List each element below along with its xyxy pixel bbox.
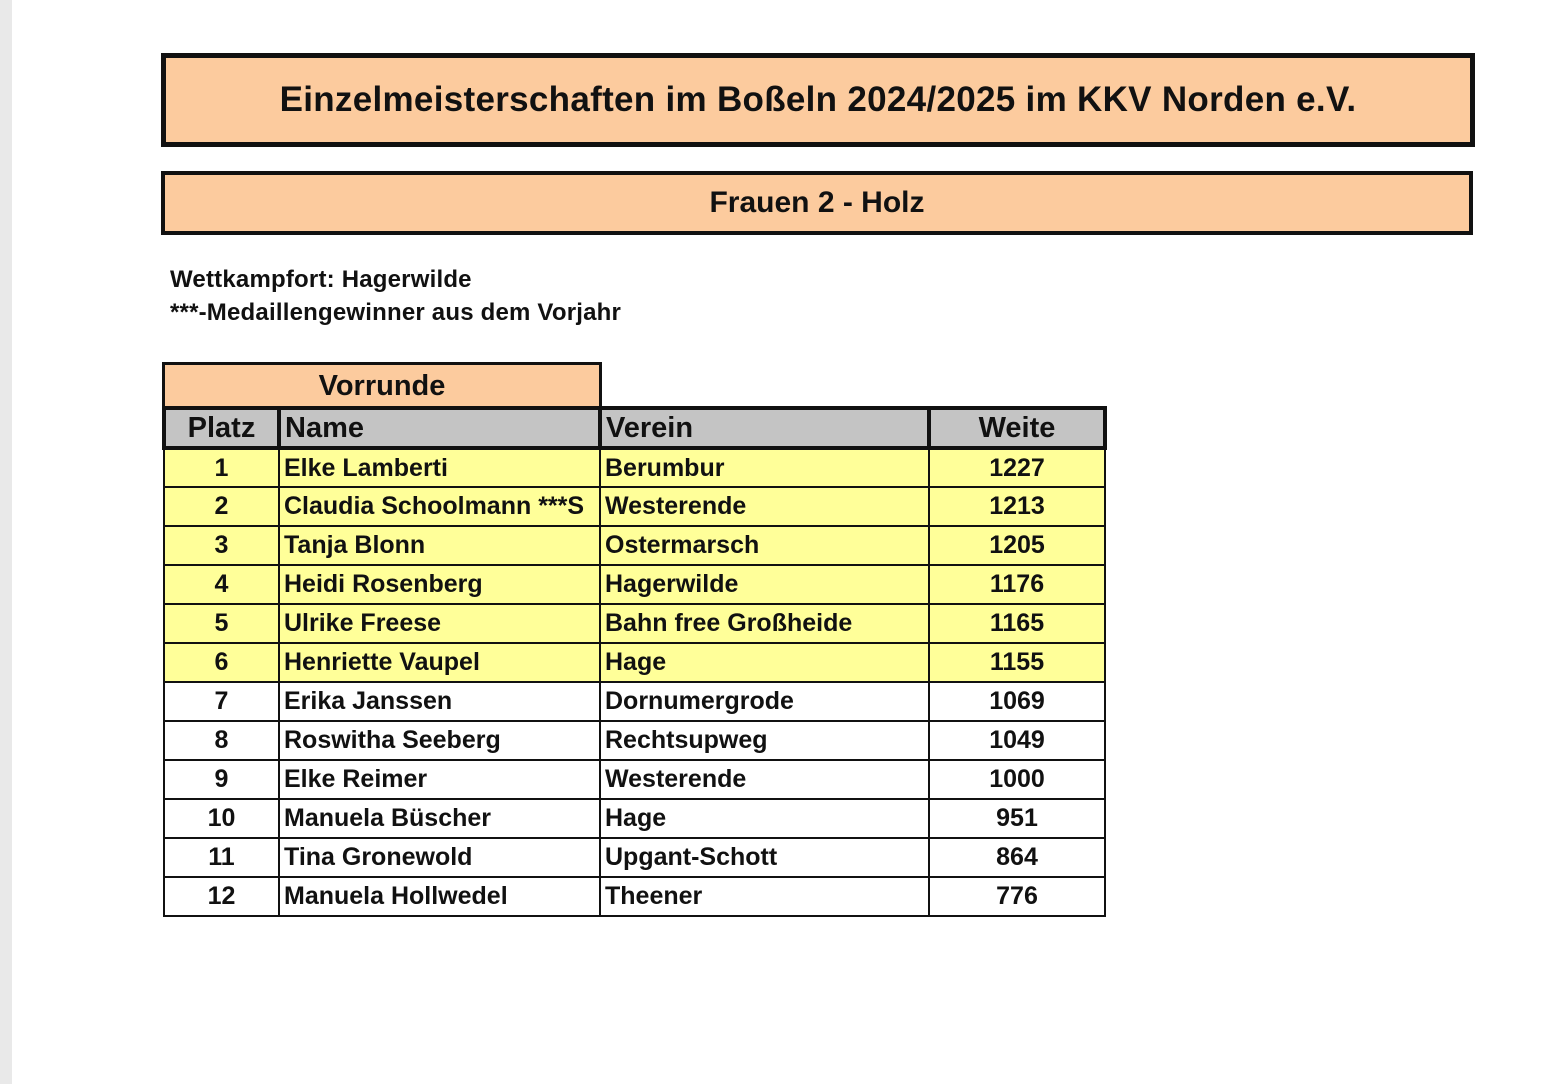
cell-platz: 2 bbox=[164, 487, 279, 526]
cell-verein: Dornumergrode bbox=[600, 682, 929, 721]
cell-verein: Hage bbox=[600, 643, 929, 682]
cell-weite: 1213 bbox=[929, 487, 1105, 526]
page-left-edge bbox=[0, 0, 12, 1084]
table-row bbox=[164, 799, 1105, 838]
results-table bbox=[162, 406, 1107, 917]
table-row bbox=[164, 760, 1105, 799]
category-title: Frauen 2 - Holz bbox=[161, 171, 1473, 235]
cell-platz: 11 bbox=[164, 838, 279, 877]
cell-weite: 951 bbox=[929, 799, 1105, 838]
cell-verein: Westerende bbox=[600, 487, 929, 526]
cell-name: Elke Reimer bbox=[279, 760, 600, 799]
cell-name: Henriette Vaupel bbox=[279, 643, 600, 682]
column-header-verein: Verein bbox=[600, 408, 929, 448]
cell-weite: 864 bbox=[929, 838, 1105, 877]
column-header-name: Name bbox=[279, 408, 600, 448]
venue-text: Wettkampfort: Hagerwilde bbox=[170, 266, 472, 293]
cell-weite: 1069 bbox=[929, 682, 1105, 721]
cell-platz: 4 bbox=[164, 565, 279, 604]
table-row bbox=[164, 448, 1105, 487]
cell-verein: Berumbur bbox=[600, 448, 929, 487]
cell-weite: 1176 bbox=[929, 565, 1105, 604]
cell-name: Roswitha Seeberg bbox=[279, 721, 600, 760]
medal-note-text: ***-Medaillengewinner aus dem Vorjahr bbox=[170, 299, 622, 326]
cell-verein: Upgant-Schott bbox=[600, 838, 929, 877]
cell-verein: Bahn free Großheide bbox=[600, 604, 929, 643]
cell-platz: 8 bbox=[164, 721, 279, 760]
table-header-row bbox=[164, 408, 1105, 448]
cell-name: Elke Lamberti bbox=[279, 448, 600, 487]
cell-weite: 1165 bbox=[929, 604, 1105, 643]
cell-platz: 5 bbox=[164, 604, 279, 643]
cell-platz: 9 bbox=[164, 760, 279, 799]
table-row bbox=[164, 526, 1105, 565]
table-row bbox=[164, 565, 1105, 604]
cell-name: Manuela Hollwedel bbox=[279, 877, 600, 916]
column-header-platz: Platz bbox=[164, 408, 279, 448]
cell-platz: 12 bbox=[164, 877, 279, 916]
cell-name: Ulrike Freese bbox=[279, 604, 600, 643]
cell-name: Manuela Büscher bbox=[279, 799, 600, 838]
cell-verein: Hagerwilde bbox=[600, 565, 929, 604]
table-row bbox=[164, 721, 1105, 760]
document-title: Einzelmeisterschaften im Boßeln 2024/2025 im KKV Norden e.V. bbox=[161, 53, 1475, 147]
cell-platz: 1 bbox=[164, 448, 279, 487]
cell-name: Erika Janssen bbox=[279, 682, 600, 721]
table-row bbox=[164, 643, 1105, 682]
cell-weite: 1205 bbox=[929, 526, 1105, 565]
cell-weite: 1227 bbox=[929, 448, 1105, 487]
table-row bbox=[164, 682, 1105, 721]
cell-verein: Westerende bbox=[600, 760, 929, 799]
cell-name: Tina Gronewold bbox=[279, 838, 600, 877]
cell-name: Tanja Blonn bbox=[279, 526, 600, 565]
cell-platz: 3 bbox=[164, 526, 279, 565]
cell-verein: Hage bbox=[600, 799, 929, 838]
column-header-weite: Weite bbox=[929, 408, 1105, 448]
table-row bbox=[164, 604, 1105, 643]
cell-verein: Theener bbox=[600, 877, 929, 916]
table-row bbox=[164, 838, 1105, 877]
cell-weite: 1155 bbox=[929, 643, 1105, 682]
round-label: Vorrunde bbox=[162, 362, 602, 407]
cell-name: Heidi Rosenberg bbox=[279, 565, 600, 604]
table-row bbox=[164, 487, 1105, 526]
cell-verein: Rechtsupweg bbox=[600, 721, 929, 760]
cell-weite: 1049 bbox=[929, 721, 1105, 760]
table-row bbox=[164, 877, 1105, 916]
cell-platz: 7 bbox=[164, 682, 279, 721]
cell-weite: 776 bbox=[929, 877, 1105, 916]
cell-verein: Ostermarsch bbox=[600, 526, 929, 565]
cell-weite: 1000 bbox=[929, 760, 1105, 799]
cell-name: Claudia Schoolmann ***S bbox=[279, 487, 600, 526]
cell-platz: 10 bbox=[164, 799, 279, 838]
cell-platz: 6 bbox=[164, 643, 279, 682]
